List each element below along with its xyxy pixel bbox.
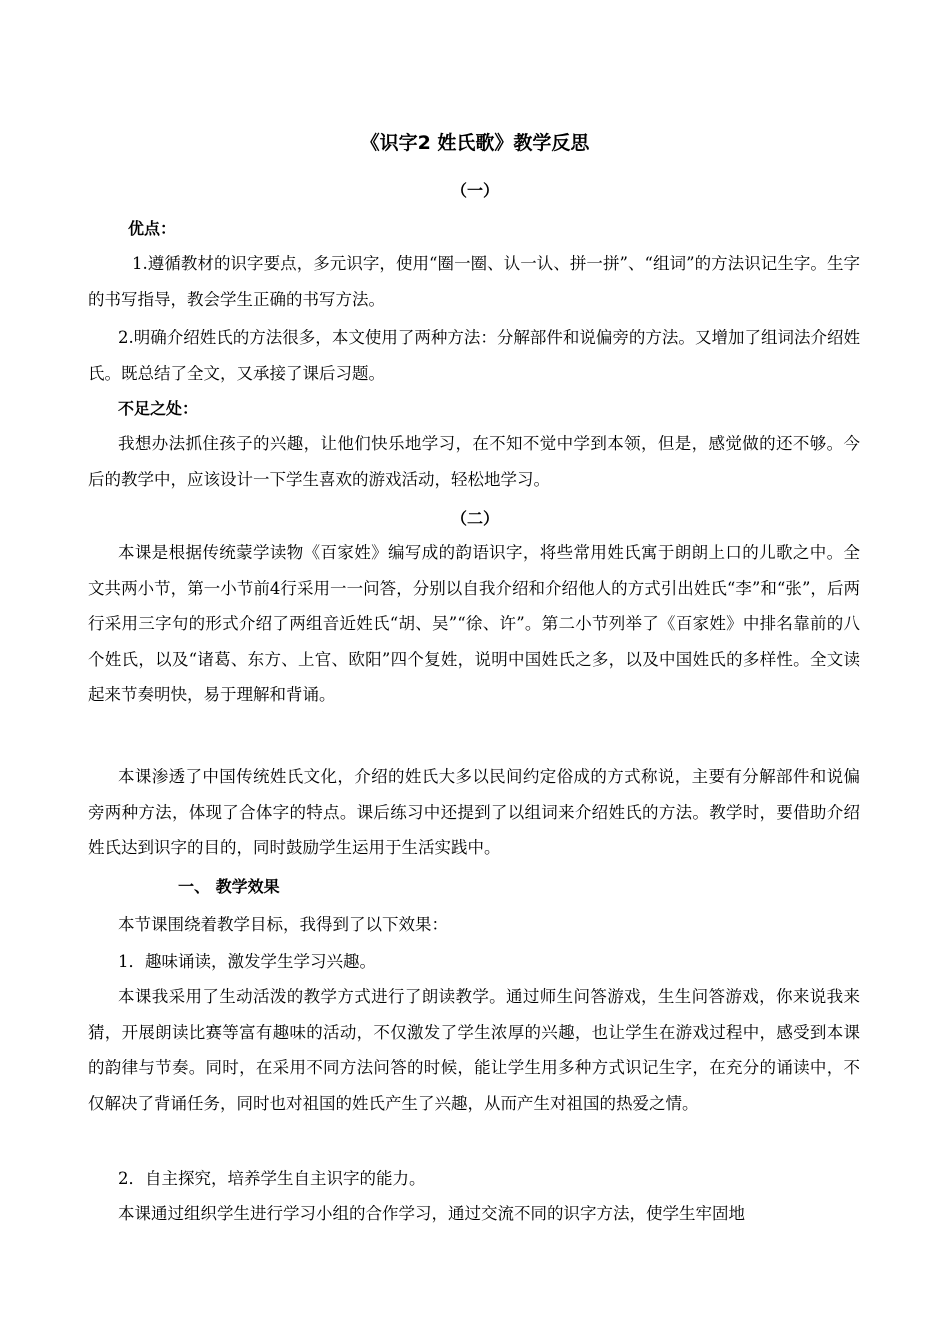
point-1-body: 本课我采用了生动活泼的教学方式进行了朗读教学。通过师生问答游戏，生生问答游戏，你来说我来猜，开展朗读比赛等富有趣味的活动，不仅激发了学生浓厚的兴趣，也让学生在游戏过程中，感受到本课的韵律与节奏。同时，在采用不同方法问答的时候，能让学生用多种方式识记生字，在充分的诵读中，不仅解决了背诵任务，同时也对祖国的姓氏产生了兴趣，从而产生对祖国的热爱之情。 [88, 987, 860, 1113]
document-title: 《识字2 姓氏歌》教学反思 [360, 132, 590, 154]
point-2-body: 本课通过组织学生进行学习小组的合作学习，通过交流不同的识字方法，使学生牢固地 [118, 1204, 745, 1223]
effects-intro: 本节课围绕着教学目标，我得到了以下效果： [118, 915, 448, 934]
part-two-label: （二） [450, 509, 499, 528]
intro-paragraph-2: 本课渗透了中国传统姓氏文化，介绍的姓氏大多以民间约定俗成的方式称说，主要有分解部件和说偏旁两种方法，体现了合体字的特点。课后练习中还提到了以组词来介绍姓氏的方法。教学时，要借助介绍姓氏达到识字的目的，同时鼓励学生运用于生活实践中。 [88, 767, 860, 857]
teaching-effects-heading: 一、 教学效果 [178, 877, 280, 896]
weakness-paragraph: 我想办法抓住孩子的兴趣，让他们快乐地学习，在不知不觉中学到本领，但是，感觉做的还不够。今后的教学中，应该设计一下学生喜欢的游戏活动，轻松地学习。 [88, 434, 860, 489]
strength-paragraph-2: 2.明确介绍姓氏的方法很多，本文使用了两种方法：分解部件和说偏旁的方法。又增加了组词法介绍姓氏。既总结了全文，又承接了课后习题。 [88, 328, 860, 383]
intro-paragraph-1: 本课是根据传统蒙学读物《百家姓》编写成的韵语识字，将些常用姓氏寓于朗朗上口的儿歌之中。全文共两小节，第一小节前4行采用一一问答，分别以自我介绍和介绍他人的方式引出姓氏“李”和“张”，后两行采用三字句的形式介绍了两组音近姓氏“胡、吴”“徐、许”。第二小节列举了《百家姓》中排名靠前的八个姓氏，以及“诸葛、东方、上官、欧阳”四个复姓，说明中国姓氏之多，以及中国姓氏的多样性。全文读起来节奏明快，易于理解和背诵。 [88, 543, 860, 704]
point-1-title: 1．趣味诵读，激发学生学习兴趣。 [118, 952, 376, 971]
weakness-heading: 不足之处： [118, 399, 199, 418]
part-one-label: （一） [450, 181, 499, 200]
strength-paragraph-1: 1.遵循教材的识字要点，多元识字，使用“圈一圈、认一认、拼一拼”、“组词”的方法识记生字。生字的书写指导，教会学生正确的书写方法。 [88, 254, 860, 309]
point-2-title: 2．自主探究，培养学生自主识字的能力。 [118, 1169, 426, 1188]
strengths-heading: 优点： [128, 219, 177, 238]
